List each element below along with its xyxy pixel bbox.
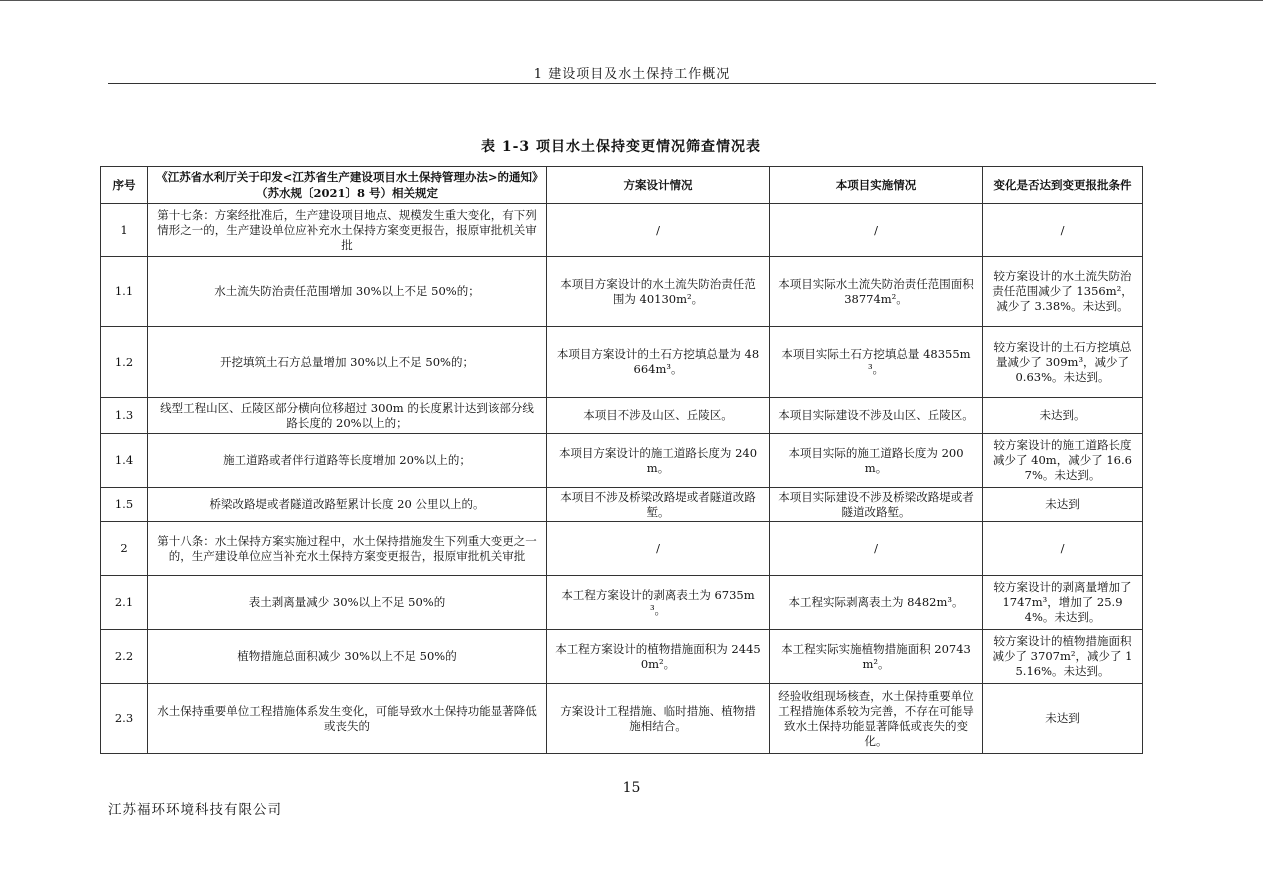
col-header-design: 方案设计情况 xyxy=(547,167,770,204)
result-cell: / xyxy=(983,522,1143,576)
row-number: 2.1 xyxy=(101,576,148,630)
result-cell: 较方案设计的剥离量增加了 1747m³，增加了 25.94%。未达到。 xyxy=(983,576,1143,630)
design-cell: 本项目不涉及桥梁改路堤或者隧道改路堑。 xyxy=(547,488,770,522)
table-row xyxy=(101,576,1143,630)
table-row xyxy=(101,522,1143,576)
result-cell: / xyxy=(983,204,1143,257)
actual-cell: / xyxy=(770,204,983,257)
table-row xyxy=(101,488,1143,522)
result-cell: 较方案设计的植物措施面积减少了 3707m²，减少了 15.16%。未达到。 xyxy=(983,630,1143,684)
result-cell: 较方案设计的施工道路长度减少了 40m，减少了 16.67%。未达到。 xyxy=(983,434,1143,488)
change-screening-table xyxy=(100,166,1143,754)
actual-cell: 本项目实际土石方挖填总量 48355m³。 xyxy=(770,327,983,398)
result-cell: 未达到 xyxy=(983,684,1143,754)
row-number: 2.2 xyxy=(101,630,148,684)
design-cell: 方案设计工程措施、临时措施、植物措施相结合。 xyxy=(547,684,770,754)
row-number: 1.4 xyxy=(101,434,148,488)
table-row xyxy=(101,630,1143,684)
row-number: 1.3 xyxy=(101,398,148,434)
table-header-row xyxy=(101,167,1143,204)
design-cell: 本项目方案设计的土石方挖填总量为 48664m³。 xyxy=(547,327,770,398)
actual-cell: 本项目实际建设不涉及山区、丘陵区。 xyxy=(770,398,983,434)
regulation-cell: 施工道路或者伴行道路等长度增加 20%以上的； xyxy=(148,434,547,488)
actual-cell: 经验收组现场核查，水土保持重要单位工程措施体系较为完善，不存在可能导致水土保持功能显著降低或丧失的变化。 xyxy=(770,684,983,754)
result-cell: 较方案设计的土石方挖填总量减少了 309m³，减少了 0.63%。未达到。 xyxy=(983,327,1143,398)
regulation-cell: 开挖填筑土石方总量增加 30%以上不足 50%的； xyxy=(148,327,547,398)
actual-cell: 本项目实际水土流失防治责任范围面积 38774m²。 xyxy=(770,257,983,327)
design-cell: / xyxy=(547,522,770,576)
col-header-actual: 本项目实施情况 xyxy=(770,167,983,204)
result-cell: 未达到 xyxy=(983,488,1143,522)
running-header: 1 建设项目及水土保持工作概况 xyxy=(533,67,731,82)
regulation-cell: 第十八条：水土保持方案实施过程中，水土保持措施发生下列重大变更之一的，生产建设单位应当补充水土保持方案变更报告，报原审批机关审批 xyxy=(148,522,547,576)
table-row xyxy=(101,327,1143,398)
result-cell: 较方案设计的水土流失防治责任范围减少了 1356m²，减少了 3.38%。未达到。 xyxy=(983,257,1143,327)
regulation-cell: 水土保持重要单位工程措施体系发生变化，可能导致水土保持功能显著降低或丧失的 xyxy=(148,684,547,754)
row-number: 2 xyxy=(101,522,148,576)
table-row xyxy=(101,434,1143,488)
regulation-cell: 桥梁改路堤或者隧道改路堑累计长度 20 公里以上的。 xyxy=(148,488,547,522)
actual-cell: 本工程实际实施植物措施面积 20743m²。 xyxy=(770,630,983,684)
row-number: 1.5 xyxy=(101,488,148,522)
table-row xyxy=(101,257,1143,327)
col-header-result: 变化是否达到变更报批条件 xyxy=(983,167,1143,204)
table-row xyxy=(101,204,1143,257)
design-cell: 本项目方案设计的水土流失防治责任范围为 40130m²。 xyxy=(547,257,770,327)
actual-cell: 本项目实际的施工道路长度为 200m。 xyxy=(770,434,983,488)
result-cell: 未达到。 xyxy=(983,398,1143,434)
design-cell: 本项目方案设计的施工道路长度为 240m。 xyxy=(547,434,770,488)
row-number: 1 xyxy=(101,204,148,257)
col-header-regulation: 《江苏省水利厅关于印发<江苏省生产建设项目水土保持管理办法>的通知》（苏水规〔2021〕8 号）相关规定 xyxy=(148,167,547,204)
row-number: 2.3 xyxy=(101,684,148,754)
company-name: 江苏福环环境科技有限公司 xyxy=(108,802,282,818)
regulation-cell: 表土剥离量减少 30%以上不足 50%的 xyxy=(148,576,547,630)
row-number: 1.1 xyxy=(101,257,148,327)
regulation-cell: 植物措施总面积减少 30%以上不足 50%的 xyxy=(148,630,547,684)
table-row xyxy=(101,684,1143,754)
actual-cell: / xyxy=(770,522,983,576)
design-cell: / xyxy=(547,204,770,257)
regulation-cell: 水土流失防治责任范围增加 30%以上不足 50%的； xyxy=(148,257,547,327)
page-number: 15 xyxy=(622,780,641,796)
regulation-cell: 第十七条：方案经批准后，生产建设项目地点、规模发生重大变化，有下列情形之一的，生产建设单位应补充水土保持方案变更报告，报原审批机关审批 xyxy=(148,204,547,257)
regulation-cell: 线型工程山区、丘陵区部分横向位移超过 300m 的长度累计达到该部分线路长度的 20%以上的； xyxy=(148,398,547,434)
top-border-line xyxy=(0,0,1263,1)
design-cell: 本工程方案设计的剥离表土为 6735m³。 xyxy=(547,576,770,630)
table-row xyxy=(101,398,1143,434)
table-title: 表 1-3 项目水土保持变更情况筛查情况表 xyxy=(480,139,762,155)
row-number: 1.2 xyxy=(101,327,148,398)
design-cell: 本工程方案设计的植物措施面积为 24450m²。 xyxy=(547,630,770,684)
design-cell: 本项目不涉及山区、丘陵区。 xyxy=(547,398,770,434)
col-header-no: 序号 xyxy=(101,167,148,204)
header-rule xyxy=(108,83,1156,84)
actual-cell: 本工程实际剥离表土为 8482m³。 xyxy=(770,576,983,630)
actual-cell: 本项目实际建设不涉及桥梁改路堤或者隧道改路堑。 xyxy=(770,488,983,522)
